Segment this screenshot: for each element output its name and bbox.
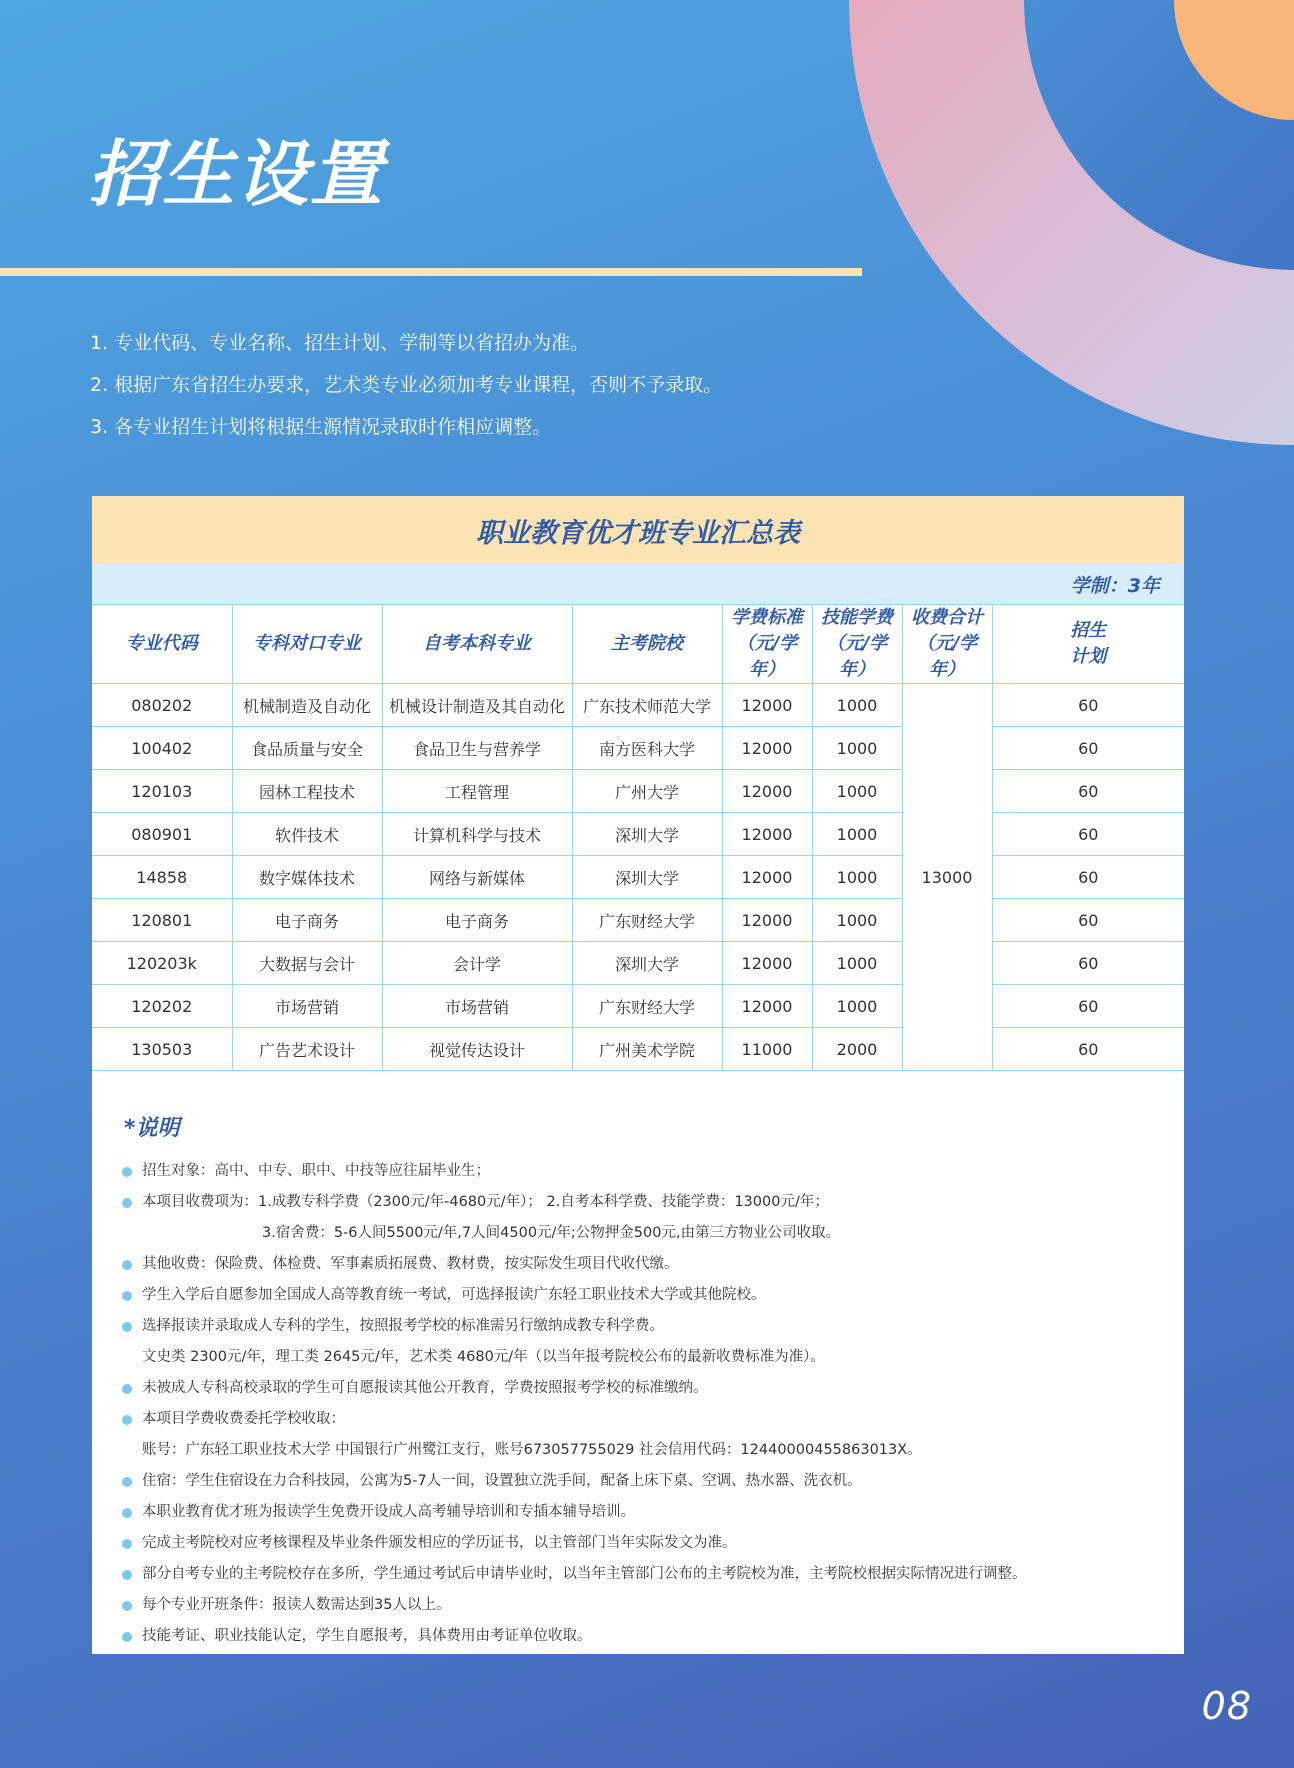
explanation-line: 3.宿舍费：5-6人间5500元/年,7人间4500元/年;公物押金500元,由第三方物业公司收取。 [262, 1225, 841, 1241]
cell-benke: 电子商务 [382, 899, 572, 942]
cell-tuition: 12000 [722, 856, 812, 899]
bullet-dot-icon [122, 1539, 132, 1549]
cell-skill: 1000 [812, 684, 902, 727]
cell-skill: 1000 [812, 899, 902, 942]
cell-zhuanke: 大数据与会计 [232, 942, 382, 985]
cell-skill: 1000 [812, 727, 902, 770]
col-header-tuition [722, 605, 812, 684]
col-header-zhuanke: 专科对口专业 [232, 605, 382, 684]
bullet-dot-icon [122, 1198, 132, 1208]
cell-plan: 60 [992, 684, 1184, 727]
cell-school: 广州美术学院 [572, 1028, 722, 1071]
explanation-line: 本职业教育优才班为报读学生免费开设成人高考辅导培训和专插本辅导培训。 [142, 1504, 635, 1520]
explanation-line: 每个专业开班条件：报读人数需达到35人以上。 [142, 1597, 451, 1613]
cell-school: 广州大学 [572, 770, 722, 813]
cell-skill: 1000 [812, 985, 902, 1028]
cell-tuition: 12000 [722, 727, 812, 770]
cell-code: 080202 [92, 684, 232, 727]
col-header-school: 主考院校 [572, 605, 722, 684]
cell-benke: 网络与新媒体 [382, 856, 572, 899]
cell-zhuanke: 市场营销 [232, 985, 382, 1028]
explanation-item [122, 1156, 1154, 1187]
explanation-item [122, 1311, 1154, 1373]
explanation-line: 本项目学费收费委托学校收取： [142, 1411, 345, 1427]
page-title: 招生设置 [88, 132, 385, 216]
bullet-dot-icon [122, 1632, 132, 1642]
note-item: 3. 各专业招生计划将根据生源情况录取时作相应调整。 [90, 416, 552, 438]
explanation-line: 未被成人专科高校录取的学生可自愿报读其他公开教育，学费按照报考学校的标准缴纳。 [142, 1380, 708, 1396]
cell-skill: 2000 [812, 1028, 902, 1071]
note-item: 2. 根据广东省招生办要求，艺术类专业必须加考专业课程，否则不予录取。 [90, 374, 723, 396]
inner-circle [1024, 0, 1294, 270]
cell-code: 100402 [92, 727, 232, 770]
cell-benke: 视觉传达设计 [382, 1028, 572, 1071]
cell-benke: 工程管理 [382, 770, 572, 813]
cell-skill: 1000 [812, 942, 902, 985]
explanation-line: 完成主考院校对应考核课程及毕业条件颁发相应的学历证书，以主管部门当年实际发文为准。 [142, 1535, 737, 1551]
explanation-item [122, 1559, 1154, 1590]
explanation-line: 本项目收费项为：1.成教专科学费（2300元/年-4680元/年）； 2.自考本科学费、技能学费：13000元/年； [142, 1194, 829, 1210]
col-header-total [902, 605, 992, 684]
cell-benke: 食品卫生与营养学 [382, 727, 572, 770]
bullet-dot-icon [122, 1508, 132, 1518]
table-row [92, 985, 1184, 1028]
bullet-dot-icon [122, 1167, 132, 1177]
cell-skill: 1000 [812, 770, 902, 813]
bullet-dot-icon [122, 1384, 132, 1394]
cell-plan: 60 [992, 1028, 1184, 1071]
cell-zhuanke: 广告艺术设计 [232, 1028, 382, 1071]
explanation-list [122, 1156, 1154, 1652]
explanation-item [122, 1621, 1154, 1652]
explanation-line: 文史类 2300元/年，理工类 2645元/年，艺术类 4680元/年（以当年报考院校公布的最新收费标准为准）。 [142, 1349, 825, 1365]
table-row [92, 942, 1184, 985]
explanation-item [122, 1249, 1154, 1280]
cell-school: 广东财经大学 [572, 985, 722, 1028]
cell-tuition: 11000 [722, 1028, 812, 1071]
cell-skill: 1000 [812, 856, 902, 899]
col-header-code: 专业代码 [92, 605, 232, 684]
explanation-item [122, 1187, 1154, 1249]
cell-tuition: 12000 [722, 985, 812, 1028]
cell-zhuanke: 数字媒体技术 [232, 856, 382, 899]
cell-zhuanke: 机械制造及自动化 [232, 684, 382, 727]
orange-circle [1174, 0, 1294, 120]
page-number: 08 [1201, 1684, 1252, 1728]
cell-code: 120202 [92, 985, 232, 1028]
cell-tuition: 12000 [722, 899, 812, 942]
explanation-item [122, 1404, 1154, 1466]
header-line: 收费合计 [911, 607, 983, 628]
explanation-title: *说明 [124, 1116, 180, 1141]
majors-table [92, 604, 1184, 1071]
explanation-line: 学生入学后自愿参加全国成人高等教育统一考试，可选择报读广东轻工职业技术大学或其他院校。 [142, 1287, 766, 1303]
cell-total-fee: 13000 [902, 684, 992, 1071]
cell-zhuanke: 电子商务 [232, 899, 382, 942]
table-row [92, 856, 1184, 899]
col-header-skill [812, 605, 902, 684]
header-line: （元/学年） [736, 633, 798, 680]
cell-benke: 计算机科学与技术 [382, 813, 572, 856]
cell-tuition: 12000 [722, 684, 812, 727]
table-row [92, 727, 1184, 770]
explanation-section [92, 1071, 1184, 1652]
table-row [92, 770, 1184, 813]
cell-tuition: 12000 [722, 813, 812, 856]
explanation-line: 部分自考专业的主考院校存在多所，学生通过考试后申请毕业时，以当年主管部门公布的主考院校为准，主考院校根据实际情况进行调整。 [142, 1566, 1027, 1582]
bullet-dot-icon [122, 1601, 132, 1611]
bullet-dot-icon [122, 1260, 132, 1270]
xuezhi-text: 学制：3年 [1070, 574, 1160, 597]
table-header-row [92, 605, 1184, 684]
explanation-item [122, 1497, 1154, 1528]
header-line: 学费标准 [731, 607, 803, 628]
explanation-line: 账号：广东轻工职业技术大学 中国银行广州鹭江支行，账号673057755029 社会信用代码：12440000455863013X。 [142, 1442, 922, 1458]
explanation-item [122, 1373, 1154, 1404]
xuezhi-label [92, 564, 1184, 604]
cell-plan: 60 [992, 899, 1184, 942]
explanation-line: 其他收费：保险费、体检费、军事素质拓展费、教材费，按实际发生项目代收代缴。 [142, 1256, 679, 1272]
explanation-item [122, 1590, 1154, 1621]
explanation-line: 住宿：学生住宿设在力合科技园，公寓为5-7人一间，设置独立洗手间，配备上床下桌、空调、热水器、洗衣机。 [142, 1473, 862, 1489]
cell-code: 120103 [92, 770, 232, 813]
cell-tuition: 12000 [722, 770, 812, 813]
cell-zhuanke: 软件技术 [232, 813, 382, 856]
cell-benke: 市场营销 [382, 985, 572, 1028]
cell-plan: 60 [992, 727, 1184, 770]
header-line: 计划 [1070, 646, 1107, 667]
cell-tuition: 12000 [722, 942, 812, 985]
table-row [92, 684, 1184, 727]
explanation-line: 技能考证、职业技能认定，学生自愿报考，具体费用由考证单位收取。 [142, 1628, 592, 1644]
cell-code: 120203k [92, 942, 232, 985]
table-title: 职业教育优才班专业汇总表 [92, 496, 1184, 564]
cell-school: 深圳大学 [572, 856, 722, 899]
cell-code: 120801 [92, 899, 232, 942]
cell-code: 080901 [92, 813, 232, 856]
bullet-dot-icon [122, 1415, 132, 1425]
explanation-item [122, 1528, 1154, 1559]
col-header-benke: 自考本科专业 [382, 605, 572, 684]
cell-school: 广东财经大学 [572, 899, 722, 942]
explanation-item [122, 1280, 1154, 1311]
explanation-line: 招生对象：高中、中专、职中、中技等应往届毕业生； [142, 1163, 490, 1179]
cell-plan: 60 [992, 813, 1184, 856]
cell-code: 14858 [92, 856, 232, 899]
explanation-line: 选择报读并录取成人专科的学生，按照报考学校的标准需另行缴纳成教专科学费。 [142, 1318, 664, 1334]
cell-benke: 会计学 [382, 942, 572, 985]
cell-plan: 60 [992, 985, 1184, 1028]
title-rule [0, 268, 862, 276]
cell-school: 广东技术师范大学 [572, 684, 722, 727]
table-row [92, 813, 1184, 856]
bullet-dot-icon [122, 1322, 132, 1332]
intro-notes [90, 322, 990, 448]
cell-skill: 1000 [812, 813, 902, 856]
cell-school: 深圳大学 [572, 942, 722, 985]
table-row [92, 899, 1184, 942]
table-row [92, 1028, 1184, 1071]
bullet-dot-icon [122, 1477, 132, 1487]
bullet-dot-icon [122, 1570, 132, 1580]
header-line: （元/学年） [826, 633, 888, 680]
explanation-item [122, 1466, 1154, 1497]
cell-benke: 机械设计制造及其自动化 [382, 684, 572, 727]
summary-card [92, 496, 1184, 1654]
cell-zhuanke: 食品质量与安全 [232, 727, 382, 770]
col-header-plan [992, 605, 1184, 684]
bullet-dot-icon [122, 1291, 132, 1301]
cell-school: 深圳大学 [572, 813, 722, 856]
cell-plan: 60 [992, 856, 1184, 899]
note-item: 1. 专业代码、专业名称、招生计划、学制等以省招办为准。 [90, 332, 590, 354]
cell-code: 130503 [92, 1028, 232, 1071]
header-line: 技能学费 [821, 607, 893, 628]
cell-school: 南方医科大学 [572, 727, 722, 770]
header-line: 招生 [1070, 620, 1107, 641]
header-line: （元/学年） [916, 633, 978, 680]
cell-zhuanke: 园林工程技术 [232, 770, 382, 813]
cell-plan: 60 [992, 770, 1184, 813]
cell-plan: 60 [992, 942, 1184, 985]
